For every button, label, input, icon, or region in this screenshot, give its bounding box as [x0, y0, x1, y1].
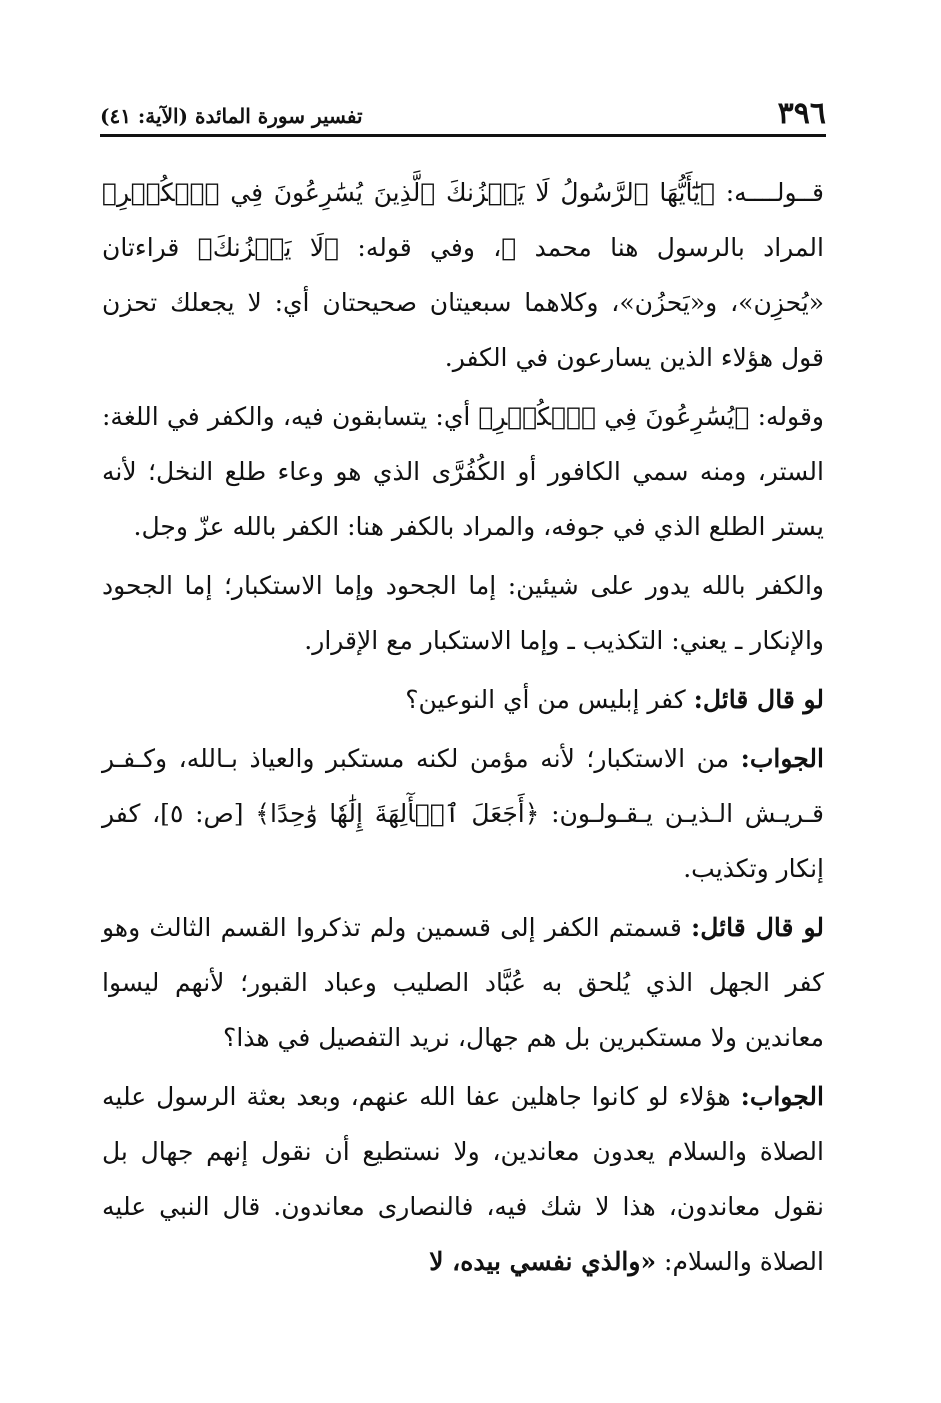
paragraph-text: قسمتم الكفر إلى قسمين ولم تذكروا القسم الثالث وهو كفر الجهل الذي يُلحق به عُبَّاد الصليب وعباد القبور؛ لأنهم ليسوا معاندين ولا مستكبرين بل هم جهال، نريد التفصيل في هذا؟ [102, 913, 824, 1052]
question-label: لو قال قائل: [691, 913, 825, 942]
question-label: لو قال قائل: [693, 685, 824, 714]
hadith-quote-start: «والذي نفسي بيده، لا [429, 1247, 657, 1276]
page-number: ٣٩٦ [777, 96, 826, 131]
paragraph-3 [102, 558, 824, 668]
page-body [102, 165, 824, 1293]
paragraph-6 [102, 900, 824, 1065]
header-divider [100, 134, 826, 137]
page-header [100, 90, 826, 132]
paragraph-text: والكفر بالله يدور على شيئين: إما الجحود وإما الاستكبار؛ إما الجحود والإنكار ـ يعني: التكذيب ـ وإما الاستكبار مع الإقرار. [102, 571, 824, 655]
answer-label: الجواب: [740, 744, 824, 773]
paragraph-4 [102, 672, 824, 727]
running-title: تفسير سورة المائدة (الآية: ٤١) [100, 104, 363, 128]
paragraph-7 [102, 1069, 824, 1289]
paragraph-text: من الاستكبار؛ لأنه مؤمن لكنه مستكبر والعياذ بـالله، وكـفـر قـريـش الـذيـن يـقـولـون: ﴿أَجَعَلَ ٱلۡأٓلِهَةَ إِلَٰهٗا وَٰحِدًا﴾ [ص: ٥]، كفر إنكار وتكذيب. [102, 744, 824, 883]
answer-label: الجواب: [740, 1082, 824, 1111]
paragraph-text: قــولــــه: ﴿يَٰٓأَيُّهَا ٱلرَّسُولُ لَا يَحۡزُنكَ ٱلَّذِينَ يُسَٰرِعُونَ فِي ٱلۡكُفۡرِ﴾ المراد بالرسول هنا محمد ﷺ، وفي قوله: ﴿لَا يَحۡزُنكَ﴾ قراءتان «يُحزِن»، و«يَحزُن»، وكلاهما سبعيتان صحيحتان أي: لا يجعلك تحزن قول هؤلاء الذين يسارعون في الكفر. [102, 178, 824, 372]
paragraph-text: هؤلاء لو كانوا جاهلين عفا الله عنهم، وبعد بعثة الرسول عليه الصلاة والسلام يعدون معاندين، ولا نستطيع أن نقول إنهم جهال بل نقول معاندون، هذا لا شك فيه، فالنصارى معاندون. قال النبي عليه الصلاة والسلام: [102, 1082, 824, 1276]
paragraph-1 [102, 165, 824, 385]
paragraph-text: كفر إبليس من أي النوعين؟ [405, 685, 694, 714]
paragraph-text: وقوله: ﴿يُسَٰرِعُونَ فِي ٱلۡكُفۡرِ﴾ أي: يتسابقون فيه، والكفر في اللغة: الستر، ومنه سمي الكافور أو الكُفُرَّى الذي هو وعاء طلع النخل؛ لأنه يستر الطلع الذي في جوفه، والمراد بالكفر هنا: الكفر بالله عزّ وجل. [102, 402, 824, 541]
paragraph-2 [102, 389, 824, 554]
paragraph-5 [102, 731, 824, 896]
